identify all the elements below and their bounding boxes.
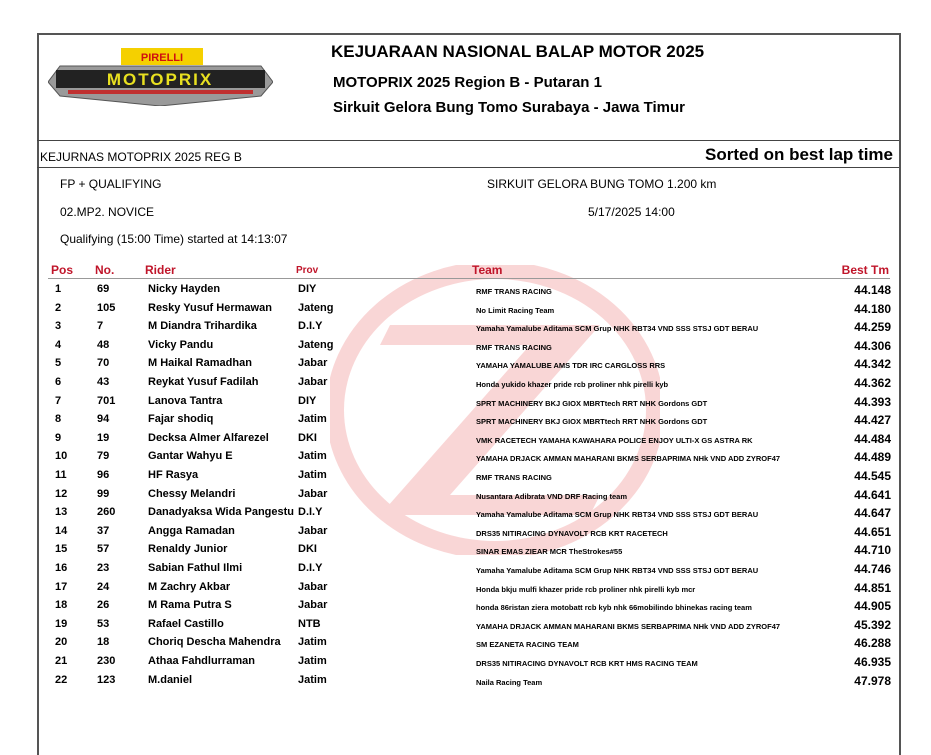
table-row bbox=[0, 636, 931, 654]
svg-text:MOTOPRIX: MOTOPRIX bbox=[106, 70, 214, 89]
cell-rider: Decksa Almer Alfarezel bbox=[148, 431, 269, 444]
event-subtitle: MOTOPRIX 2025 Region B - Putaran 1 bbox=[333, 74, 602, 91]
cell-rider: HF Rasya bbox=[148, 469, 199, 481]
cell-prov: Jatim bbox=[298, 450, 327, 463]
cell-pos: 19 bbox=[55, 617, 68, 630]
cell-rider: Nicky Hayden bbox=[148, 283, 221, 295]
cell-no: 57 bbox=[97, 543, 110, 556]
cell-pos: 20 bbox=[55, 636, 68, 649]
table-row bbox=[0, 302, 931, 320]
cell-rider: Gantar Wahyu E bbox=[148, 450, 233, 463]
cell-pos: 8 bbox=[55, 413, 62, 426]
cell-team: DRS35 NITIRACING DYNAVOLT RCB KRT HMS RACING TEAM bbox=[476, 659, 698, 668]
header-underline bbox=[48, 278, 890, 279]
cell-no: 260 bbox=[97, 506, 116, 519]
table-row bbox=[0, 506, 931, 524]
cell-no: 70 bbox=[97, 357, 110, 370]
table-row bbox=[0, 674, 931, 692]
cell-team: YAMAHA YAMALUBE AMS TDR IRC CARGLOSS RRS bbox=[476, 361, 666, 371]
cell-pos: 6 bbox=[55, 376, 62, 388]
cell-rider: Chessy Melandri bbox=[148, 487, 236, 500]
cell-best: 45.392 bbox=[854, 617, 891, 632]
cell-prov: DIY bbox=[298, 283, 317, 295]
cell-team: Honda yukido khazer pride rcb proliner nhk pirelli kyb bbox=[476, 380, 669, 389]
cell-pos: 7 bbox=[55, 394, 62, 407]
divider bbox=[37, 167, 899, 168]
cell-rider: Lanova Tantra bbox=[148, 394, 223, 407]
cell-prov: Jabar bbox=[298, 524, 328, 537]
table-row bbox=[0, 395, 931, 413]
cell-no: 53 bbox=[97, 617, 110, 630]
cell-best: 47.978 bbox=[854, 673, 891, 688]
cell-no: 23 bbox=[97, 562, 110, 574]
event-name: KEJURNAS MOTOPRIX 2025 REG B bbox=[40, 150, 242, 164]
table-row bbox=[0, 432, 931, 450]
cell-best: 44.306 bbox=[854, 338, 891, 353]
divider bbox=[37, 140, 899, 141]
cell-pos: 13 bbox=[55, 506, 68, 519]
col-prov: Prov bbox=[296, 265, 319, 276]
table-row bbox=[0, 525, 931, 543]
cell-prov: DKI bbox=[298, 431, 317, 444]
cell-team: DRS35 NITIRACING DYNAVOLT RCB KRT RACETECH bbox=[476, 528, 668, 538]
cell-best: 44.641 bbox=[854, 487, 891, 502]
cell-no: 230 bbox=[97, 655, 116, 667]
cell-best: 44.905 bbox=[854, 599, 891, 614]
cell-pos: 3 bbox=[55, 320, 62, 333]
cell-prov: Jatim bbox=[298, 673, 327, 686]
cell-team: SPRT MACHINERY BKJ GIOX MBRTtech RRT NHK Gordons GDT bbox=[476, 417, 708, 427]
cell-no: 105 bbox=[97, 301, 116, 314]
cell-rider: M.daniel bbox=[148, 673, 193, 686]
cell-best: 44.489 bbox=[854, 450, 891, 465]
cell-team: YAMAHA DRJACK AMMAN MAHARANI BKMS SERBAPRIMA NHk VND ADD ZYROF47 bbox=[476, 621, 781, 631]
cell-best: 46.935 bbox=[854, 655, 891, 669]
cell-pos: 5 bbox=[55, 357, 62, 370]
cell-pos: 2 bbox=[55, 301, 62, 314]
cell-team: Nusantara Adibrata VND DRF Racing team bbox=[476, 491, 628, 501]
cell-rider: Vicky Pandu bbox=[148, 338, 214, 351]
cell-pos: 21 bbox=[55, 655, 68, 667]
cell-rider: Fajar shodiq bbox=[148, 413, 214, 426]
cell-prov: D.I.Y bbox=[298, 506, 323, 519]
cell-no: 48 bbox=[97, 338, 110, 351]
cell-pos: 18 bbox=[55, 599, 68, 612]
cell-no: 37 bbox=[97, 524, 110, 537]
cell-rider: M Zachry Akbar bbox=[148, 580, 231, 593]
table-row bbox=[0, 562, 931, 580]
cell-prov: DIY bbox=[298, 394, 317, 407]
cell-no: 43 bbox=[97, 376, 110, 388]
cell-best: 46.288 bbox=[854, 636, 891, 651]
championship-title: KEJUARAAN NASIONAL BALAP MOTOR 2025 bbox=[331, 42, 705, 61]
cell-best: 44.545 bbox=[854, 469, 891, 483]
cell-prov: Jatim bbox=[298, 636, 327, 649]
cell-team: Naila Racing Team bbox=[476, 677, 543, 687]
table-row bbox=[0, 357, 931, 375]
cell-no: 24 bbox=[97, 580, 110, 593]
cell-team: Yamaha Yamalube Aditama SCM Grup NHK RBT34 VND SSS STSJ GDT BERAU bbox=[476, 510, 759, 520]
cell-no: 7 bbox=[97, 320, 104, 333]
cell-no: 69 bbox=[97, 283, 110, 295]
cell-no: 26 bbox=[97, 599, 110, 612]
cell-prov: Jabar bbox=[298, 487, 328, 500]
cell-best: 44.851 bbox=[854, 580, 891, 595]
cell-team: RMF TRANS RACING bbox=[476, 473, 552, 482]
table-row bbox=[0, 618, 931, 636]
cell-team: Honda bkju mulfi khazer pride rcb proliner nhk pirelli kyb mcr bbox=[476, 584, 696, 594]
cell-pos: 14 bbox=[55, 524, 68, 537]
cell-prov: D.I.Y bbox=[298, 320, 323, 333]
cell-prov: Jateng bbox=[298, 301, 334, 314]
cell-prov: D.I.Y bbox=[298, 562, 323, 574]
cell-prov: Jabar bbox=[298, 599, 328, 612]
table-row bbox=[0, 320, 931, 338]
table-row bbox=[0, 543, 931, 561]
cell-pos: 4 bbox=[55, 338, 62, 351]
cell-rider: Choriq Descha Mahendra bbox=[148, 636, 281, 649]
cell-pos: 9 bbox=[55, 431, 62, 444]
cell-no: 94 bbox=[97, 413, 110, 426]
cell-team: honda 86ristan ziera motobatt rcb kyb nhk 66mobilindo bhinekas racing team bbox=[476, 603, 752, 613]
cell-best: 44.342 bbox=[854, 357, 891, 372]
cell-rider: Athaa Fahdlurraman bbox=[148, 655, 255, 667]
cell-prov: Jabar bbox=[298, 357, 328, 370]
cell-team: RMF TRANS RACING bbox=[476, 342, 552, 352]
cell-best: 44.362 bbox=[854, 376, 891, 390]
start-info: Qualifying (15:00 Time) started at 14:13:07 bbox=[60, 232, 288, 246]
svg-text:PIRELLI: PIRELLI bbox=[140, 52, 184, 64]
table-row bbox=[0, 599, 931, 617]
cell-rider: M Haikal Ramadhan bbox=[148, 357, 252, 370]
cell-rider: Danadyaksa Wida Pangestu bbox=[148, 506, 295, 519]
table-row bbox=[0, 339, 931, 357]
session: FP + QUALIFYING bbox=[60, 177, 162, 191]
cell-best: 44.484 bbox=[854, 431, 891, 446]
cell-prov: Jatim bbox=[298, 655, 327, 667]
cell-pos: 15 bbox=[55, 543, 68, 556]
cell-pos: 1 bbox=[55, 283, 62, 295]
cell-prov: Jabar bbox=[298, 580, 328, 593]
cell-pos: 12 bbox=[55, 487, 68, 500]
cell-team: No Limit Racing Team bbox=[476, 305, 555, 315]
table-row bbox=[0, 655, 931, 673]
table-row bbox=[0, 469, 931, 487]
cell-no: 79 bbox=[97, 450, 110, 463]
col-team: Team bbox=[472, 263, 503, 277]
cell-no: 18 bbox=[97, 636, 110, 649]
cell-no: 19 bbox=[97, 431, 110, 444]
cell-team: Yamaha Yamalube Aditama SCM Grup NHK RBT34 VND SSS STSJ GDT BERAU bbox=[476, 566, 759, 575]
col-no: No. bbox=[95, 263, 115, 277]
table-row bbox=[0, 488, 931, 506]
sort-note: Sorted on best lap time bbox=[705, 145, 893, 164]
cell-prov: Jatim bbox=[298, 469, 327, 481]
cell-best: 44.746 bbox=[854, 562, 891, 576]
cell-team: SPRT MACHINERY BKJ GIOX MBRTtech RRT NHK Gordons GDT bbox=[476, 398, 708, 408]
cell-team: SINAR EMAS ZIEAR MCR TheStrokes#55 bbox=[476, 547, 623, 557]
cell-no: 99 bbox=[97, 487, 110, 500]
cell-best: 44.180 bbox=[854, 301, 891, 316]
cell-rider: Renaldy Junior bbox=[148, 543, 228, 556]
cell-prov: NTB bbox=[298, 617, 321, 630]
cell-team: RMF TRANS RACING bbox=[476, 287, 552, 296]
col-best: Best Tm bbox=[841, 263, 889, 277]
cell-prov: Jabar bbox=[298, 376, 328, 388]
cell-best: 44.647 bbox=[854, 506, 891, 521]
cell-best: 44.427 bbox=[854, 413, 891, 428]
cell-pos: 11 bbox=[55, 469, 67, 481]
cell-team: SM EZANETA RACING TEAM bbox=[476, 640, 579, 650]
cell-best: 44.259 bbox=[854, 320, 891, 335]
cell-best: 44.148 bbox=[854, 283, 891, 297]
datetime: 5/17/2025 14:00 bbox=[588, 205, 675, 219]
cell-prov: DKI bbox=[298, 543, 317, 556]
cell-team: YAMAHA DRJACK AMMAN MAHARANI BKMS SERBAPRIMA NHk VND ADD ZYROF47 bbox=[476, 454, 781, 464]
cell-best: 44.651 bbox=[854, 524, 891, 539]
cell-no: 701 bbox=[97, 394, 116, 407]
cell-pos: 22 bbox=[55, 673, 68, 686]
cell-team: Yamaha Yamalube Aditama SCM Grup NHK RBT34 VND SSS STSJ GDT BERAU bbox=[476, 324, 759, 334]
cell-prov: Jatim bbox=[298, 413, 327, 426]
cell-rider: M Rama Putra S bbox=[148, 599, 232, 612]
circuit: SIRKUIT GELORA BUNG TOMO 1.200 km bbox=[487, 177, 717, 191]
cell-prov: Jateng bbox=[298, 338, 334, 351]
cell-rider: M Diandra Trihardika bbox=[148, 320, 257, 333]
motoprix-logo bbox=[48, 48, 273, 106]
col-pos: Pos bbox=[51, 263, 74, 277]
col-rider: Rider bbox=[145, 263, 176, 277]
table-row bbox=[0, 450, 931, 468]
cell-pos: 16 bbox=[55, 562, 68, 574]
table-row bbox=[0, 413, 931, 431]
table-row bbox=[0, 376, 931, 394]
cell-rider: Angga Ramadan bbox=[148, 524, 235, 537]
table-row bbox=[0, 581, 931, 599]
cell-rider: Resky Yusuf Hermawan bbox=[148, 301, 272, 314]
cell-pos: 10 bbox=[55, 450, 68, 463]
cell-no: 123 bbox=[97, 673, 116, 686]
cell-team: VMK RACETECH YAMAHA KAWAHARA POLICE ENJOY ULTI-X GS ASTRA RK bbox=[476, 435, 753, 445]
cell-rider: Reykat Yusuf Fadilah bbox=[148, 376, 259, 388]
table-row bbox=[0, 283, 931, 301]
cell-best: 44.710 bbox=[854, 543, 891, 558]
class: 02.MP2. NOVICE bbox=[60, 205, 155, 219]
cell-pos: 17 bbox=[55, 580, 68, 593]
venue: Sirkuit Gelora Bung Tomo Surabaya - Jawa Timur bbox=[333, 99, 686, 116]
cell-best: 44.393 bbox=[854, 394, 891, 409]
cell-rider: Sabian Fathul Ilmi bbox=[148, 562, 243, 574]
cell-no: 96 bbox=[97, 469, 110, 481]
cell-rider: Rafael Castillo bbox=[148, 617, 224, 630]
